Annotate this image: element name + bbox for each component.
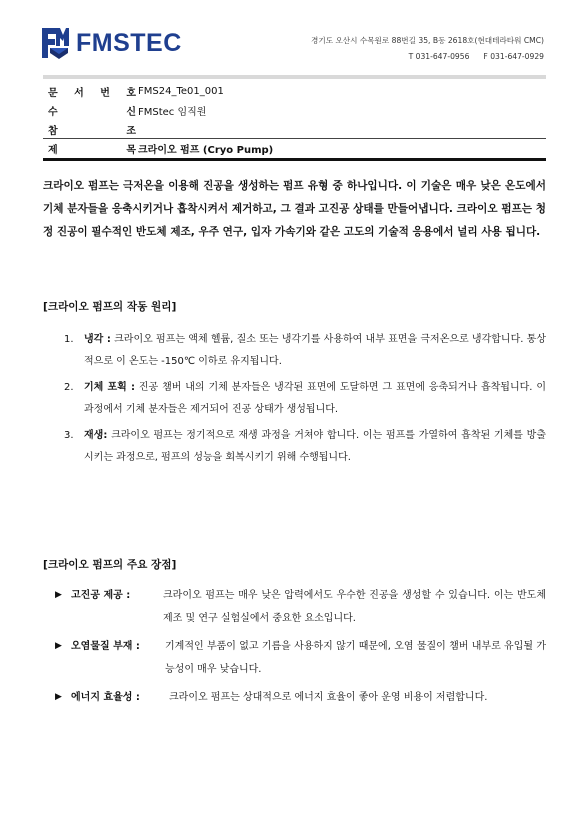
item-text: 크라이오 펌프는 정기적으로 재생 과정을 거쳐야 합니다. 이는 펌프를 가열하여 흡착된 기체를 방출시키는 과정으로, 펌프의 성능을 회복시키기 위해 수행됩니다. — [84, 430, 546, 463]
item-text: 크라이오 펌프는 상대적으로 에너지 효율이 좋아 운영 비용이 저렴합니다. — [169, 692, 488, 703]
triangle-bullet-icon: ▶ — [55, 590, 62, 600]
meta-key: 문 서 번 호 — [48, 88, 136, 99]
list-item — [55, 635, 546, 681]
meta-row-reference — [48, 120, 548, 139]
item-label: 고진공 제공 : — [71, 590, 131, 601]
item-text: 크라이오 펌프는 액체 헬륨, 질소 또는 냉각기를 사용하여 내부 표면을 극저온으로 냉각합니다. 통상적으로 이 온도는 -150℃ 이하로 유지됩니다. — [84, 334, 546, 367]
list-item — [64, 329, 546, 373]
company-logo — [40, 26, 182, 60]
intro-paragraph: 크라이오 펌프는 극저온을 이용해 진공을 생성하는 펌프 유형 중 하나입니다. 이 기술은 매우 낮은 온도에서 기체 분자들을 응축시키거나 흡착시켜서 제거하고, 그 결과 고진공 상태를 만들어냅니다. 크라이오 펌프는 청정 진공이 필수적인 반도체 제조, 우주 연구, 입자 가속기와 같은 고도의 기술적 응용에서 널리 사용 됩니다. — [43, 180, 546, 238]
item-number: 2. — [64, 382, 74, 393]
company-address-block — [311, 33, 544, 65]
fax-number: F 031-647-0929 — [483, 52, 544, 61]
phone-number: T 031-647-0956 — [408, 52, 470, 61]
recipient-value: FMStec 임직원 — [138, 107, 207, 118]
document-meta — [48, 82, 548, 158]
meta-bottom-rule — [43, 158, 546, 161]
item-text: 기계적인 부품이 없고 기름을 사용하지 않기 때문에, 오염 물질이 챔버 내부로 유입될 가능성이 매우 낮습니다. — [165, 641, 546, 675]
meta-divider — [43, 138, 546, 139]
advantages-heading: [크라이오 펌프의 주요 장점] — [43, 559, 177, 571]
meta-row-subject — [48, 139, 548, 158]
item-label: 재생: — [84, 430, 108, 441]
subject-value: 크라이오 펌프 (Cryo Pump) — [138, 145, 274, 156]
company-name: FMSTEC — [76, 28, 182, 57]
advantages-list — [55, 584, 546, 714]
meta-row-doc-number — [48, 82, 548, 101]
item-label: 기체 포획 : — [84, 382, 135, 393]
address-line: 경기도 오산시 수목원로 88번길 35, B동 2618호(현대테라타워 CMC) — [311, 36, 544, 45]
principles-list — [64, 329, 546, 473]
item-label: 냉각 : — [84, 334, 111, 345]
meta-row-recipient — [48, 101, 548, 120]
item-number: 3. — [64, 430, 74, 441]
fm-logo-icon — [40, 26, 70, 60]
doc-number-value: FMS24_Te01_001 — [138, 86, 224, 97]
list-item — [55, 686, 546, 709]
meta-key: 참 조 — [48, 126, 136, 137]
item-label: 오염물질 부재 : — [71, 641, 140, 652]
item-label: 에너지 효율성 : — [71, 692, 140, 703]
item-text: 진공 챔버 내의 기체 분자들은 냉각된 표면에 도달하면 그 표면에 응축되거나 흡착됩니다. 이 과정에서 기체 분자들은 제거되어 진공 상태가 생성됩니다. — [84, 382, 546, 415]
list-item — [64, 425, 546, 469]
letterhead — [0, 0, 588, 80]
list-item — [55, 584, 546, 630]
triangle-bullet-icon: ▶ — [55, 641, 62, 651]
item-text: 크라이오 펌프는 매우 낮은 압력에서도 우수한 진공을 생성할 수 있습니다. 이는 반도체 제조 및 연구 실험실에서 중요한 요소입니다. — [163, 590, 546, 624]
principles-heading: [크라이오 펌프의 작동 원리] — [43, 301, 177, 313]
triangle-bullet-icon: ▶ — [55, 692, 62, 702]
header-divider — [43, 75, 546, 79]
item-number: 1. — [64, 334, 74, 345]
meta-key: 제 목 — [48, 145, 136, 156]
meta-key: 수 신 — [48, 107, 136, 118]
contact-line — [311, 49, 544, 65]
list-item — [64, 377, 546, 421]
